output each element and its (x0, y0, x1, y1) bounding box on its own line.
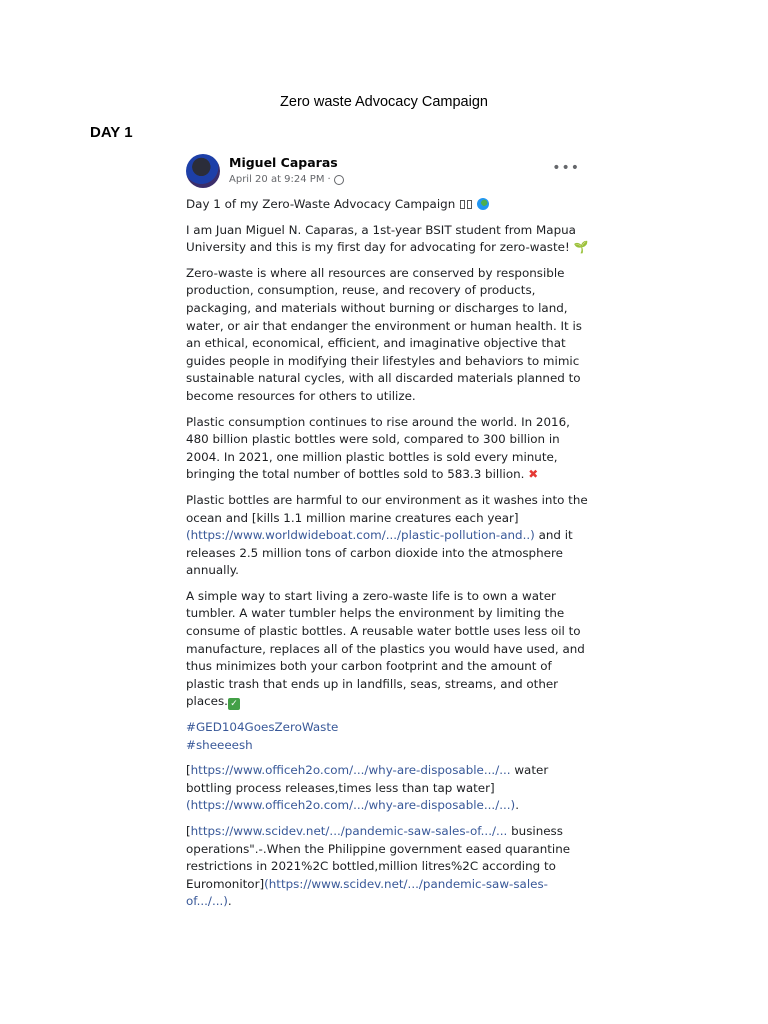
reference-officeh2o (186, 762, 590, 815)
earth-emoji (477, 198, 489, 210)
sprout-emoji: 🌱 (573, 240, 589, 255)
post-timestamp[interactable]: April 20 at 9:24 PM (229, 174, 325, 185)
more-options-icon[interactable]: ••• (552, 160, 580, 176)
harm-text: Plastic bottles are harmful to our environment as it washes into the ocean and [kills 1.1 million marine creatures each year] (186, 492, 588, 525)
day-line-text: Day 1 of my Zero-Waste Advocacy Campaign (186, 197, 456, 211)
post-meta (229, 174, 344, 185)
tumbler-text: A simple way to start living a zero-waste life is to own a water tumbler. A water tumbler helps the environment by limiting the consume of plastic bottles. A reusable water bottle uses less oil to manufacture, replaces all of the plastics you would have used, and thus minimizes both your carbon footprint and the amount of plastic trash that ends up in landfills, seas, streams, and other places. (186, 588, 585, 709)
post-body (186, 196, 590, 911)
meta-separator: · (327, 174, 331, 185)
author-name[interactable]: Miguel Caparas (229, 155, 338, 170)
officeh2o-link[interactable]: https://www.officeh2o.com/.../why-are-disposable.../... (190, 763, 511, 778)
check-mark-emoji: ✓ (228, 698, 240, 710)
hashtag-link[interactable]: #sheeeesh (186, 737, 253, 752)
reference-text: water bottling process releases,times less than tap water] (186, 763, 549, 795)
period-text: . (227, 894, 232, 909)
post-paragraph-statistics (186, 414, 590, 484)
officeh2o-link[interactable]: (https://www.officeh2o.com/.../why-are-disposable.../...) (186, 798, 516, 813)
post-paragraph-definition: Zero-waste is where all resources are conserved by responsible production, consumption, reuse, and recovery of products, packaging, and materials without burning or discharges to land, water, or air that endanger the environment or human health. It is an ethical, economical, efficient, and imaginative objective that guides people in modifying their lifestyles and behaviors to mimic sustainable natural cycles, with all discarded materials planned to become resources for others to utilize. (186, 265, 582, 403)
reference-text: business operations".-.When the Philippine government eased quarantine restrictions in 2021%2C bottled,million litres%2C according to Euromonitor] (186, 824, 571, 891)
day-label: DAY 1 (90, 124, 133, 141)
bracket-text: [ (186, 763, 191, 778)
statistics-text: Plastic consumption continues to rise around the world. In 2016, 480 billion plastic bottles were sold, compared to 300 billion in 2004. In 2021, one million plastic bottles is sold every minute, bringing the total number of bottles sold to 583.3 billion. (186, 414, 570, 482)
intro-text: I am Juan Miguel N. Caparas, a 1st-year BSIT student from Mapua University and this is my first day for advocating for zero-waste! (186, 222, 576, 255)
harm-text-end: and it releases 2.5 million tons of carbon dioxide into the atmosphere annually. (186, 528, 573, 578)
red-x-emoji: ✖ (528, 467, 539, 482)
hashtag-link[interactable]: #GED104GoesZeroWaste (186, 720, 339, 735)
document-title: Zero waste Advocacy Campaign (280, 94, 488, 110)
globe-privacy-icon (334, 175, 344, 185)
missing-glyph-icon (460, 200, 465, 209)
scidev-link[interactable]: https://www.scidev.net/.../pandemic-saw-sales-of.../... (190, 824, 508, 838)
post-paragraph-harm (186, 492, 590, 580)
reference-scidev (186, 823, 590, 911)
post-paragraph-intro (186, 222, 590, 257)
post-paragraph-tumbler (186, 588, 590, 711)
period-text: . (515, 798, 519, 813)
bracket-text: [ (186, 824, 191, 838)
avatar[interactable] (186, 154, 220, 188)
worldwideboat-link[interactable]: (https://www.worldwideboat.com/.../plastic-pollution-and..) (186, 528, 535, 543)
missing-glyph-icon (467, 200, 472, 209)
facebook-post (186, 152, 590, 919)
post-paragraph-day (186, 196, 590, 214)
post-header (186, 152, 590, 192)
post-hashtags (186, 719, 590, 754)
scidev-link[interactable]: (https://www.scidev.net/.../pandemic-saw-sales-of.../...) (186, 876, 548, 909)
